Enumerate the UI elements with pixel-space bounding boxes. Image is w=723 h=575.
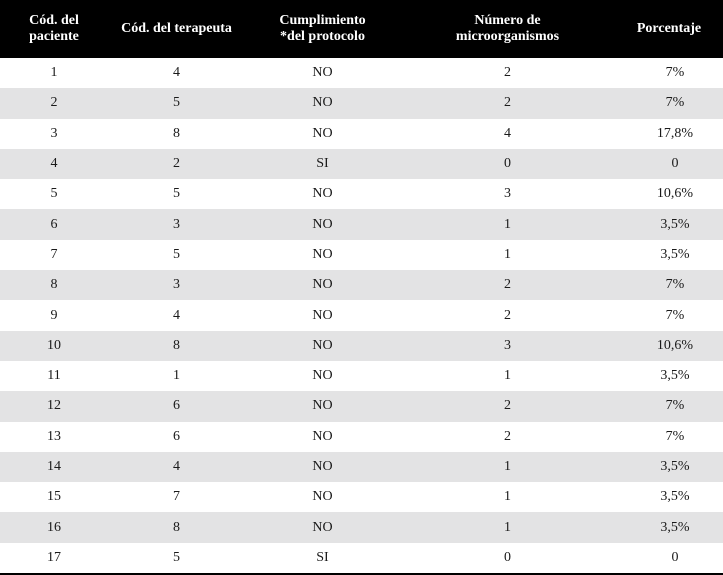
cell-therapist-code: 6	[173, 398, 180, 414]
table-row	[0, 543, 723, 573]
cell-percentage: 3,5%	[660, 368, 690, 384]
table-row	[0, 361, 723, 391]
cell-patient-code: 5	[50, 186, 58, 202]
cell-percentage: 10,6%	[656, 337, 694, 353]
cell-microorganism-count: 2	[504, 95, 511, 111]
table-row	[0, 240, 723, 270]
cell-therapist-code: 3	[173, 277, 180, 293]
cell-microorganism-count: 2	[504, 428, 511, 444]
cell-protocol-compliance: NO	[312, 307, 333, 323]
cell-microorganism-count: 1	[504, 519, 511, 535]
cell-microorganism-count: 3	[504, 337, 511, 353]
cell-percentage: 7%	[665, 277, 685, 293]
cell-microorganism-count: 0	[504, 549, 511, 565]
cell-patient-code: 17	[47, 549, 61, 565]
table-row	[0, 391, 723, 421]
cell-percentage: 3,5%	[660, 216, 690, 232]
header-row	[0, 0, 723, 58]
cell-percentage: 3,5%	[660, 459, 690, 474]
cell-protocol-compliance: NO	[312, 428, 333, 444]
table-row	[0, 119, 723, 149]
table-row	[0, 482, 723, 512]
cell-therapist-code: 6	[173, 428, 180, 444]
cell-protocol-compliance: NO	[312, 95, 333, 111]
cell-patient-code: 1	[50, 65, 58, 81]
cell-percentage: 0	[671, 156, 679, 172]
table-row	[0, 149, 723, 179]
cell-percentage: 7%	[665, 307, 685, 323]
cell-therapist-code: 4	[173, 307, 180, 323]
table-header	[0, 0, 723, 58]
cell-patient-code: 2	[50, 95, 58, 111]
header-microorganism-count: Número de microorganismos	[455, 13, 560, 44]
cell-therapist-code: 5	[173, 95, 180, 111]
cell-percentage: 3,5%	[660, 246, 690, 262]
cell-protocol-compliance: NO	[312, 246, 333, 262]
cell-protocol-compliance: NO	[312, 216, 333, 232]
cell-microorganism-count: 4	[504, 125, 511, 141]
cell-patient-code: 10	[47, 337, 61, 353]
cell-patient-code: 8	[50, 277, 58, 293]
cell-microorganism-count: 2	[504, 398, 511, 414]
cell-patient-code: 14	[47, 459, 61, 474]
cell-microorganism-count: 1	[504, 459, 511, 474]
cell-therapist-code: 3	[173, 216, 180, 232]
cell-percentage: 17,8%	[656, 125, 694, 141]
cell-protocol-compliance: NO	[312, 398, 333, 414]
cell-percentage: 3,5%	[660, 519, 690, 535]
cell-therapist-code: 5	[173, 549, 180, 565]
cell-protocol-compliance: NO	[312, 277, 333, 293]
cell-therapist-code: 7	[173, 489, 180, 505]
cell-microorganism-count: 1	[504, 216, 511, 232]
cell-therapist-code: 4	[173, 65, 180, 81]
cell-microorganism-count: 1	[504, 246, 511, 262]
table-row	[0, 512, 723, 542]
cell-microorganism-count: 2	[504, 65, 511, 81]
cell-percentage: 7%	[665, 95, 685, 111]
cell-therapist-code: 8	[173, 519, 180, 535]
header-therapist-code: Cód. del terapeuta	[121, 21, 232, 36]
cell-percentage: 7%	[665, 428, 685, 444]
table-row	[0, 300, 723, 330]
table-row	[0, 422, 723, 452]
cell-microorganism-count: 2	[504, 277, 511, 293]
cell-protocol-compliance: SI	[316, 156, 329, 172]
cell-patient-code: 3	[50, 125, 58, 141]
cell-therapist-code: 4	[173, 459, 180, 474]
cell-therapist-code: 1	[173, 368, 180, 384]
cell-protocol-compliance: NO	[312, 489, 333, 505]
cell-patient-code: 4	[50, 156, 58, 172]
table-body	[0, 58, 723, 573]
cell-percentage: 0	[671, 549, 679, 565]
cell-patient-code: 16	[47, 519, 61, 535]
cell-therapist-code: 5	[173, 246, 180, 262]
cell-therapist-code: 8	[173, 125, 180, 141]
cell-patient-code: 12	[47, 398, 61, 414]
cell-therapist-code: 8	[173, 337, 180, 353]
cell-microorganism-count: 2	[504, 307, 511, 323]
cell-patient-code: 11	[47, 368, 61, 384]
cell-microorganism-count: 1	[504, 368, 511, 384]
header-protocol-compliance: Cumplimiento *del protocolo	[279, 13, 366, 44]
cell-patient-code: 15	[47, 489, 61, 505]
cell-therapist-code: 5	[173, 186, 180, 202]
table-row	[0, 88, 723, 118]
cell-percentage: 7%	[665, 398, 685, 414]
cell-percentage: 7%	[665, 65, 685, 81]
cell-protocol-compliance: NO	[312, 337, 333, 353]
cell-percentage: 10,6%	[656, 186, 694, 202]
cell-patient-code: 6	[50, 216, 58, 232]
cell-protocol-compliance: NO	[312, 65, 333, 81]
table-row	[0, 179, 723, 209]
header-percentage: Porcentaje	[636, 21, 702, 36]
cell-patient-code: 13	[47, 428, 61, 444]
cell-patient-code: 7	[50, 246, 58, 262]
cell-patient-code: 9	[50, 307, 58, 323]
table-row	[0, 270, 723, 300]
cell-microorganism-count: 0	[504, 156, 511, 172]
cell-protocol-compliance: NO	[312, 368, 333, 384]
cell-protocol-compliance: NO	[312, 519, 333, 535]
cell-protocol-compliance: NO	[312, 186, 333, 202]
table-row	[0, 331, 723, 361]
cell-microorganism-count: 3	[504, 186, 511, 202]
table-row	[0, 209, 723, 239]
cell-therapist-code: 2	[173, 156, 180, 172]
table-row	[0, 452, 723, 482]
cell-protocol-compliance: NO	[312, 459, 333, 474]
table-row	[0, 58, 723, 88]
cell-protocol-compliance: NO	[312, 125, 333, 141]
header-patient-code: Cód. del paciente	[29, 13, 79, 44]
cell-microorganism-count: 1	[504, 489, 511, 505]
cell-protocol-compliance: SI	[316, 549, 329, 565]
cell-percentage: 3,5%	[660, 489, 690, 505]
